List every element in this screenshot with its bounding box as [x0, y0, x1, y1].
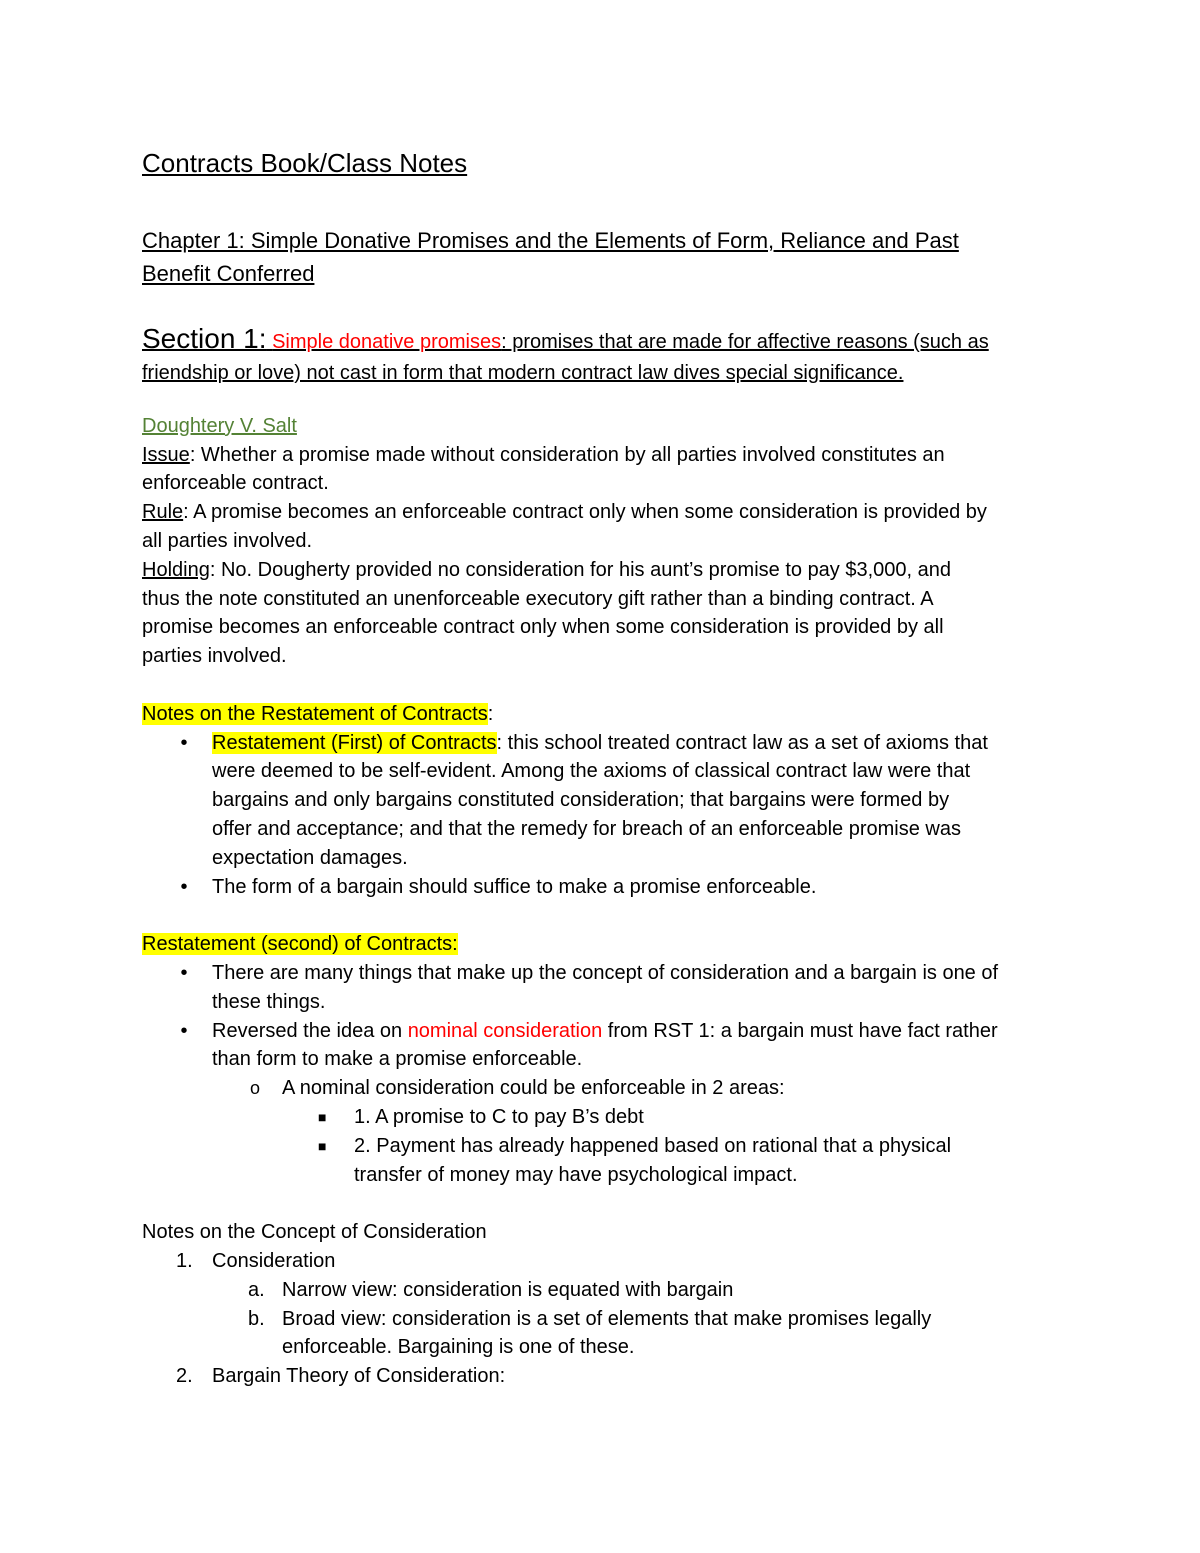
document-title: Contracts Book/Class Notes	[142, 148, 468, 178]
case-holding	[142, 556, 1072, 585]
rule-text-line1: : A promise becomes an enforceable contract only when some consideration is provided by	[183, 501, 987, 524]
numbered-item: 1. Consideration	[176, 1249, 336, 1272]
sub-list-item: o A nominal consideration could be enforceable in 2 areas:	[142, 1074, 1072, 1103]
rule-text-line2: all parties involved.	[142, 529, 313, 552]
list-item: • Reversed the idea on nominal consideration from RST 1: a bargain must have fact rather	[142, 1017, 1072, 1046]
holding-text-line1: : No. Dougherty provided no consideration for his aunt’s promise to pay $3,000, and	[209, 558, 952, 581]
section-definition-line1: : promises that are made for affective reasons (such as	[501, 331, 989, 353]
bullet-icon: •	[180, 961, 188, 984]
list-item-continuation: transfer of money may have psychological impact.	[354, 1163, 798, 1186]
section-term: Simple donative promises	[272, 331, 502, 353]
list-item: • There are many things that make up the concept of consideration and a bargain is one of	[142, 959, 1072, 988]
square-bullet-icon: ■	[318, 1137, 327, 1154]
bullet-icon: •	[180, 731, 188, 754]
chapter-heading-line1: Chapter 1: Simple Donative Promises and the Elements of Form, Reliance and Past	[142, 228, 959, 253]
list-item-continuation: offer and acceptance; and that the remedy for breach of an enforceable promise was	[212, 817, 961, 840]
holding-text-line3: promise becomes an enforceable contract only when some consideration is provided by all	[142, 616, 944, 639]
restatement-second-heading: Restatement (second) of Contracts:	[142, 933, 458, 956]
list-item-continuation: these things.	[212, 990, 326, 1013]
list-item-continuation: enforceable. Bargaining is one of these.	[282, 1336, 635, 1359]
restatement-first-heading: Notes on the Restatement of Contracts:	[142, 702, 494, 725]
lettered-item: b. Broad view: consideration is a set of elements that make promises legally	[248, 1307, 932, 1330]
sub-sub-list-item: ■ 1. A promise to C to pay B’s debt	[142, 1103, 1072, 1132]
circle-bullet-icon: o	[250, 1078, 261, 1099]
numbered-item: 2. Bargain Theory of Consideration:	[176, 1365, 506, 1388]
bullet-icon: •	[180, 875, 188, 898]
list-item-continuation: bargains and only bargains constituted consideration; that bargains were formed by	[212, 789, 950, 812]
nominal-consideration-term: nominal consideration	[407, 1019, 603, 1042]
chapter-heading-line2: Benefit Conferred	[142, 261, 315, 286]
list-item: • Restatement (First) of Contracts: this school treated contract law as a set of axioms that	[142, 729, 1072, 758]
list-item-continuation: were deemed to be self-evident. Among the axioms of classical contract law were that	[212, 760, 971, 783]
chapter-heading	[142, 224, 1072, 290]
lettered-item: a. Narrow view: consideration is equated with bargain	[248, 1278, 734, 1301]
concept-heading: Notes on the Concept of Consideration	[142, 1221, 487, 1244]
section-label: Section 1:	[142, 323, 267, 354]
square-bullet-icon: ■	[318, 1108, 327, 1125]
issue-text-line2: enforceable contract.	[142, 472, 329, 495]
holding-label: Holding	[142, 558, 210, 581]
sub-sub-list-item: ■ 2. Payment has already happened based on rational that a physical	[142, 1132, 1072, 1161]
section-heading	[142, 322, 1072, 388]
issue-label: Issue	[142, 443, 190, 466]
restatement-first-label: Restatement (First) of Contracts	[212, 731, 497, 754]
holding-text-line2: thus the note constituted an unenforceable executory gift rather than a binding contract. A	[142, 587, 934, 610]
list-item-continuation: than form to make a promise enforceable.	[212, 1048, 583, 1071]
list-item-continuation: expectation damages.	[212, 846, 408, 869]
case-issue	[142, 441, 1072, 470]
holding-text-line4: parties involved.	[142, 645, 287, 668]
rule-label: Rule	[142, 501, 184, 524]
case-name: Doughtery V. Salt	[142, 414, 297, 437]
list-item: • The form of a bargain should suffice to make a promise enforceable.	[142, 873, 1072, 902]
section-definition-line2: friendship or love) not cast in form that modern contract law dives special significance.	[142, 362, 904, 384]
restatement-first-heading-text: Notes on the Restatement of Contracts	[142, 702, 488, 725]
document-page	[142, 140, 1072, 1391]
bullet-icon: •	[180, 1019, 188, 1042]
case-rule	[142, 498, 1072, 527]
issue-text-line1: : Whether a promise made without consideration by all parties involved constitutes an	[189, 443, 945, 466]
